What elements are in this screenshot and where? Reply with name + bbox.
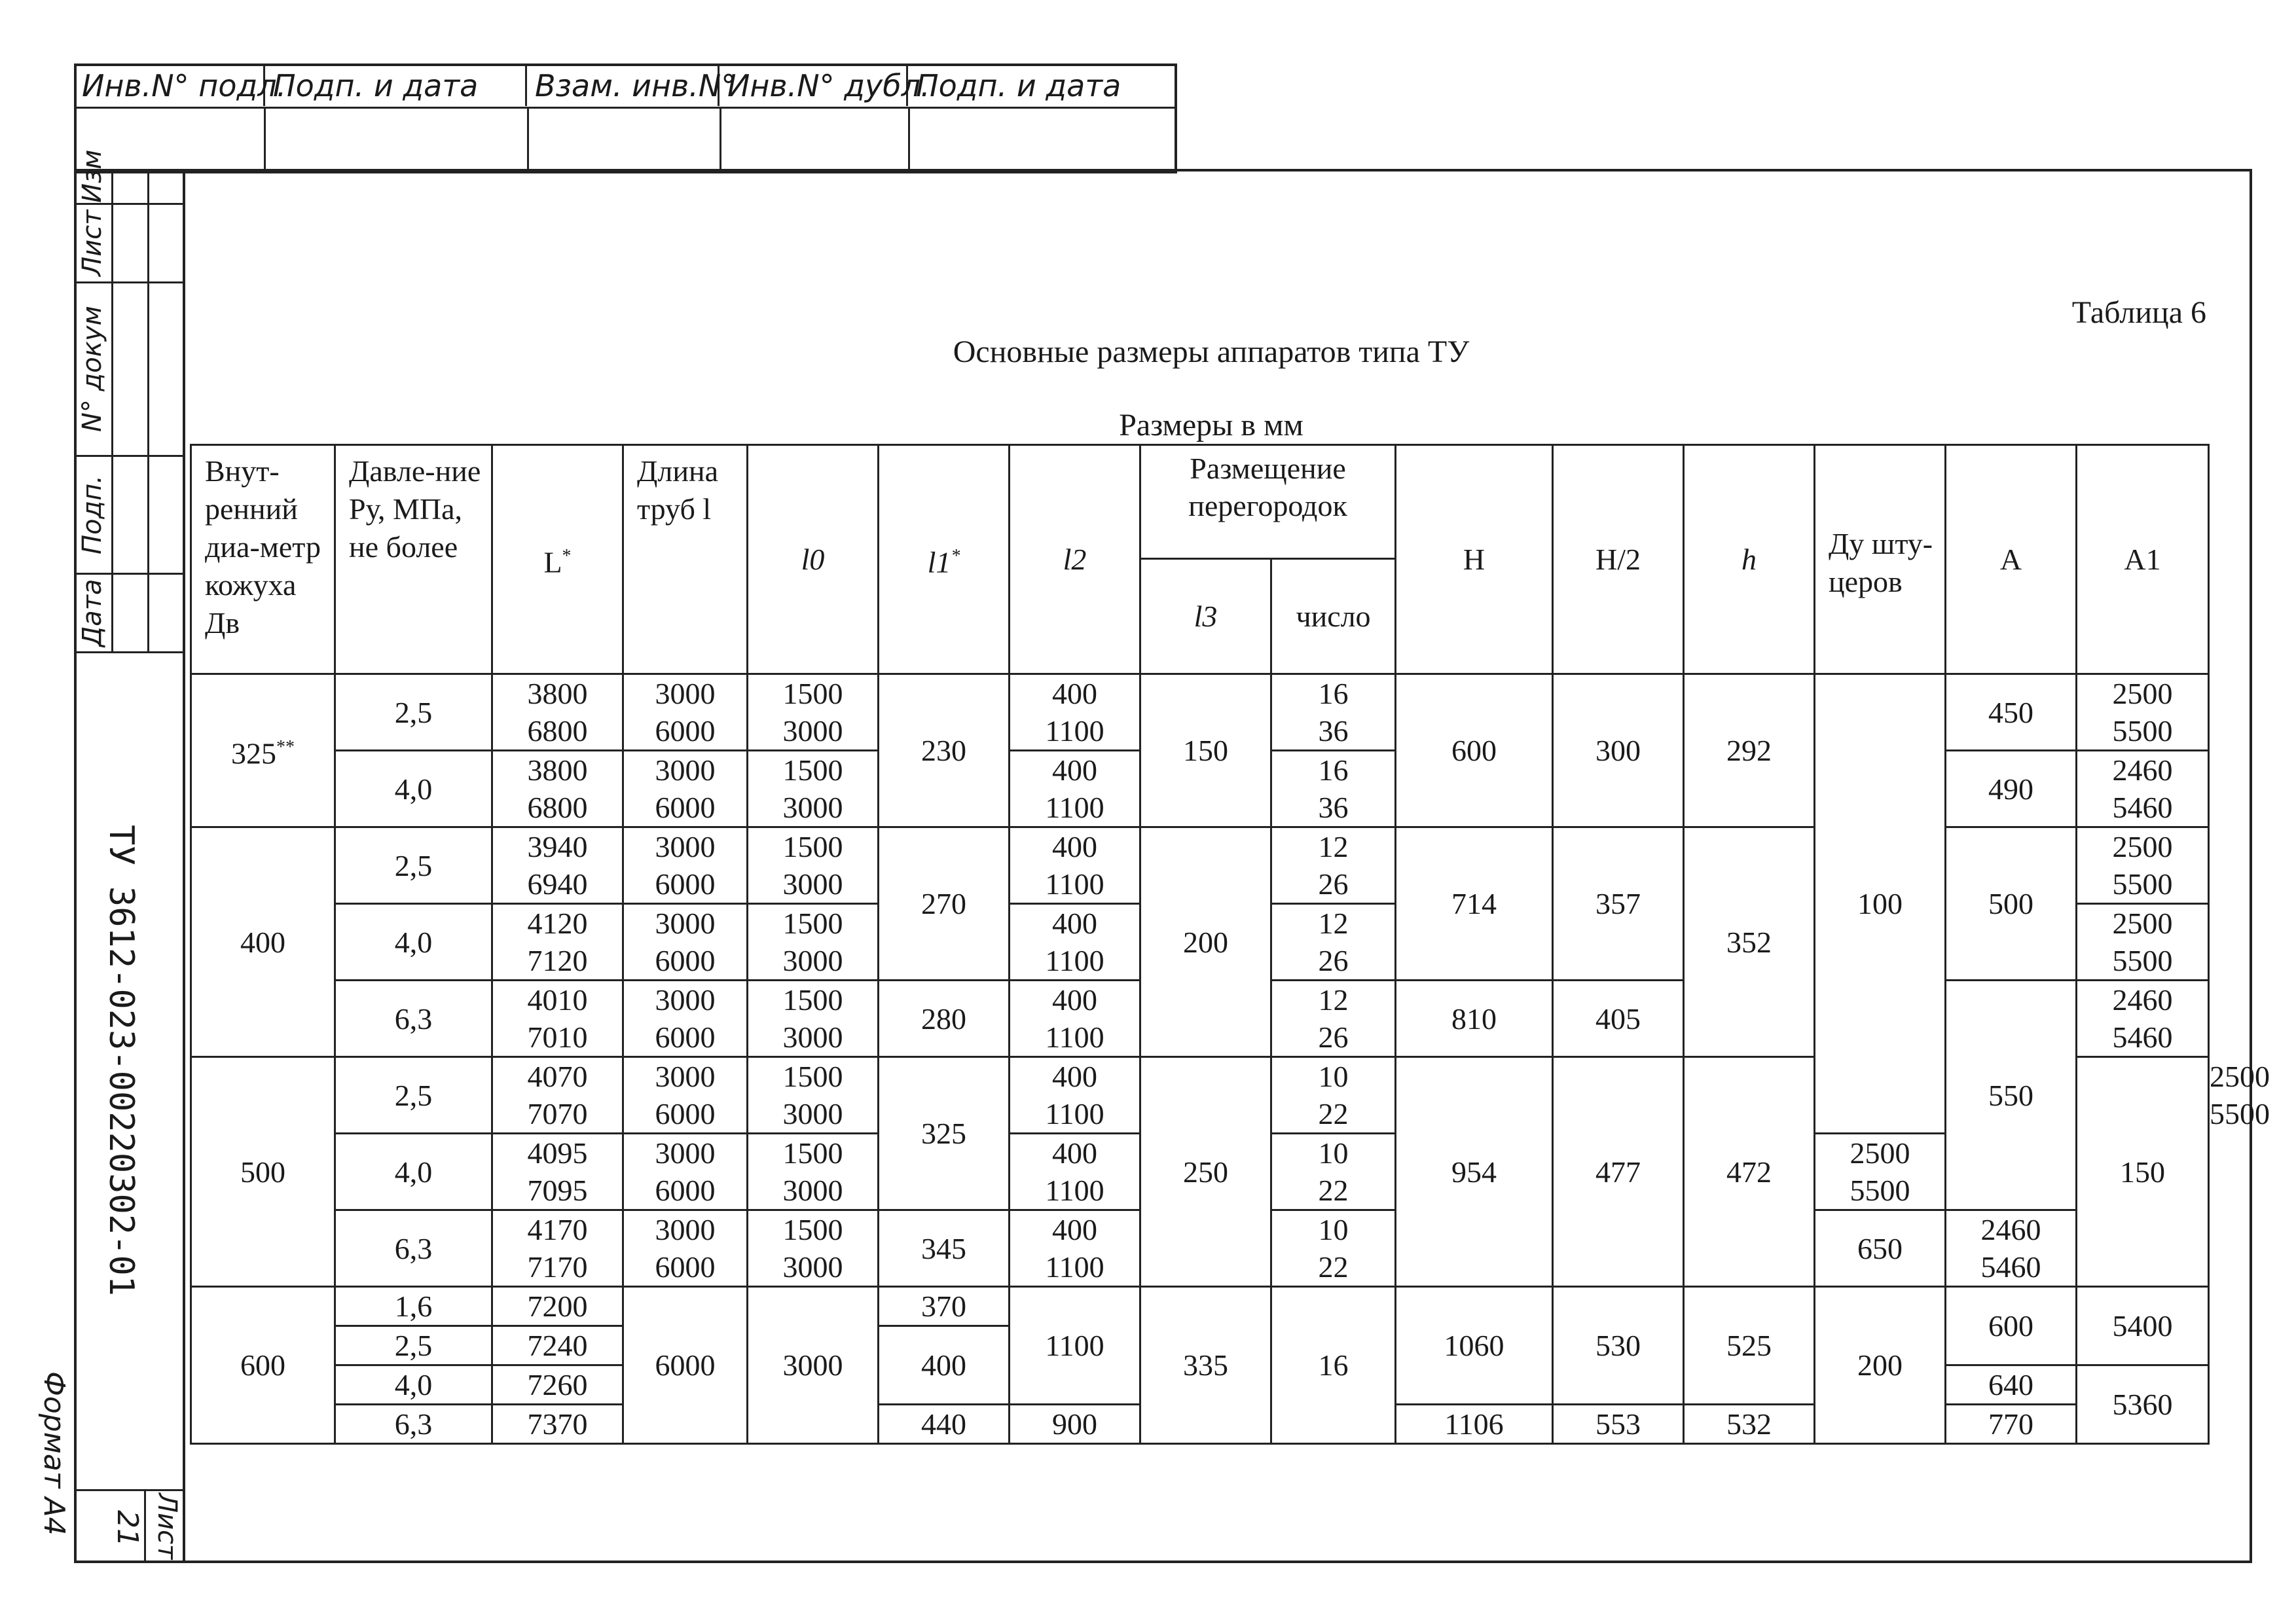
cell-d400: 400 [191,827,335,1057]
val: 5460 [1980,1250,2041,1284]
val: 6000 [655,714,716,748]
side-col-1 [111,169,113,653]
val: 16 [1318,677,1349,710]
cell-d500: 500 [191,1057,335,1287]
cell-A1: 5400 [2077,1287,2209,1365]
cell-tube [623,981,748,1057]
cell-L [492,751,623,827]
side-row-5 [74,651,185,653]
val: 400 [1052,830,1097,863]
stamp-vzam-inv: Взам. инв.N° [527,65,720,106]
cell-count [1271,904,1396,981]
cell-L: 7260 [492,1365,623,1405]
val: 1500 [782,1136,843,1170]
val: 12 [1318,907,1349,940]
cell-p: 4,0 [335,751,492,827]
cell-L [492,981,623,1057]
cell-l0 [748,751,879,827]
cell-l0: 3000 [748,1287,879,1444]
sheet-label: Лист [152,1493,182,1560]
cell-l0 [748,981,879,1057]
cell-l0 [748,1057,879,1134]
cell-L [492,1134,623,1210]
cell-H2: 405 [1553,981,1684,1057]
val: 2460 [2112,753,2173,787]
stamp-line-a [264,107,266,172]
val: 3000 [782,1250,843,1284]
cell-L [492,1210,623,1287]
cell-tube [623,674,748,751]
stamp-inv-podl: Инв.N° подл. [74,65,265,106]
val: 5500 [2112,944,2173,977]
val: 2460 [1980,1213,2041,1246]
side-label-izm: Изм [77,149,107,203]
cell-l1: 345 [879,1210,1010,1287]
cell-A: 500 [1946,827,2077,981]
cell-H: 714 [1396,827,1553,981]
stamp-podp-data-2: Подп. и дата [916,68,1121,103]
val: 4120 [527,907,588,940]
cell-l3: 150 [1140,674,1271,827]
cell-p: 2,5 [335,1326,492,1365]
val: 400 [1052,907,1097,940]
cell-p: 2,5 [335,674,492,751]
val: 10 [1318,1060,1349,1093]
val: 1100 [1045,791,1104,824]
val: 6000 [655,1174,716,1207]
val: 12 [1318,983,1349,1017]
cell-count [1271,1134,1396,1210]
val: 3940 [527,830,588,863]
val: 400 [1052,1060,1097,1093]
cell-l2 [1010,751,1140,827]
hdr-A: А [1946,445,2077,674]
hdr-H2: Н/2 [1553,445,1684,674]
table-row: 500 2,5 4070 7070 3000 6000 1500 3000 325 400 1100 250 10 22 954 477 472 150 2500 5500 [191,1057,2209,1134]
hdr-L-text: L [543,545,562,579]
val: 3000 [782,944,843,977]
cell-H2: 357 [1553,827,1684,981]
top-stamp-row-divider [74,107,1177,109]
hdr-l2: l2 [1010,445,1140,674]
val: 6000 [655,944,716,977]
cell-H: 600 [1396,674,1553,827]
val: 3000 [782,714,843,748]
cell-h: 352 [1684,827,1815,1057]
cell-l0 [748,904,879,981]
cell-L: 7240 [492,1326,623,1365]
stamp-podp-data-1: Подп. и дата [265,65,527,106]
cell-tube [623,1210,748,1287]
stamp-line-d [908,107,910,172]
val: 4010 [527,983,588,1017]
val: 3800 [527,753,588,787]
val: 3000 [782,1174,843,1207]
val: 26 [1318,944,1349,977]
val: 22 [1318,1174,1349,1207]
cell-A: 770 [1946,1405,2077,1444]
val: 3000 [655,753,716,787]
cell-L [492,1057,623,1134]
val: 1100 [1045,944,1104,977]
cell-l2 [1010,904,1140,981]
cell-l1: 370 [879,1287,1010,1326]
hdr-tube-length: Длина труб l [623,445,748,674]
cell-count [1271,751,1396,827]
stamp-line-c [720,107,721,172]
cell-tube [623,827,748,904]
cell-A1 [1815,1134,1946,1210]
val: 1500 [782,1213,843,1246]
val: 7010 [527,1020,588,1054]
val: 1100 [1045,1250,1104,1284]
cell-A1 [2077,981,2209,1057]
hdr-L [492,445,623,674]
cell-l3: 250 [1140,1057,1271,1287]
cell-h: 292 [1684,674,1815,827]
val: 5460 [2112,1020,2173,1054]
cell-l1: 230 [879,674,1010,827]
cell-d325 [191,674,335,827]
val: 3000 [655,830,716,863]
hdr-l1 [879,445,1010,674]
cell-Dy: 150 [2077,1057,2209,1287]
cell-l1: 270 [879,827,1010,981]
cell-l3: 335 [1140,1287,1271,1444]
units-note: Размеры в мм [1119,408,1303,442]
cell-H: 1106 [1396,1405,1553,1444]
hdr-l1-mark: * [951,546,960,567]
val: 3000 [655,677,716,710]
val: 22 [1318,1097,1349,1130]
table-row [191,674,2209,751]
stamp-inv-dubl: Инв.N° дубл. [720,65,908,106]
hdr-l1-text: l1 [927,545,951,579]
val: 1500 [782,677,843,710]
stamp-line-b [527,107,529,172]
val: 400 [1052,1213,1097,1246]
val: 1500 [782,830,843,863]
cell-p: 1,6 [335,1287,492,1326]
cell-l2 [1010,981,1140,1057]
val: 4170 [527,1213,588,1246]
cell-A: 450 [1946,674,2077,751]
cell-H: 954 [1396,1057,1553,1287]
cell-tube [623,1057,748,1134]
cell-tube [623,904,748,981]
val: 6000 [655,1020,716,1054]
side-label-podp: Подп. [77,475,107,555]
cell-l1: 325 [879,1057,1010,1210]
hdr-baffles: Размещение перегородок [1140,445,1396,559]
table-title: Основные размеры аппаратов типа ТУ [953,334,1470,369]
cell-l1: 280 [879,981,1010,1057]
cell-L [492,674,623,751]
val: 1500 [782,983,843,1017]
val: 22 [1318,1250,1349,1284]
val: 4095 [527,1136,588,1170]
side-col-bottom [144,1489,146,1563]
sheet-number: 21 [111,1510,144,1547]
cell-count [1271,1210,1396,1287]
val: 6800 [527,714,588,748]
val: 400 [1052,753,1097,787]
side-label-ndokum: N° докум [77,306,107,433]
hdr-A1: А1 [2077,445,2209,674]
cell-l0 [748,1210,879,1287]
cell-H2: 300 [1553,674,1684,827]
cell-L [492,827,623,904]
val: 3000 [782,791,843,824]
val: 6000 [655,867,716,901]
cell-A: 550 [1946,981,2077,1210]
val: 3000 [782,1020,843,1054]
cell-l2 [1010,827,1140,904]
val: 26 [1318,867,1349,901]
val: 1500 [782,907,843,940]
val: 6000 [655,791,716,824]
cell-l2 [1010,1210,1140,1287]
cell-A: 650 [1815,1210,1946,1287]
val: 1100 [1045,867,1104,901]
cell-p: 2,5 [335,827,492,904]
hdr-l3: l3 [1140,559,1271,674]
cell-A1 [2077,751,2209,827]
val: 6940 [527,867,588,901]
cell-l0 [748,674,879,751]
cell-L [492,904,623,981]
cell-l1: 440 [879,1405,1010,1444]
val: 400 [1052,1136,1097,1170]
cell-p: 4,0 [335,1134,492,1210]
cell-L: 7370 [492,1405,623,1444]
cell-count [1271,674,1396,751]
val: 5500 [1850,1174,1910,1207]
val: 6000 [655,1250,716,1284]
side-label-data: Дата [77,579,107,647]
d325-text: 325 [231,736,276,770]
cell-A: 640 [1946,1365,2077,1405]
val: 3000 [655,907,716,940]
cell-l2 [1010,1057,1140,1134]
cell-p: 2,5 [335,1057,492,1134]
cell-tube [623,1134,748,1210]
cell-tube: 6000 [623,1287,748,1444]
cell-l3: 200 [1140,827,1271,1057]
val: 5460 [2112,791,2173,824]
val: 4070 [527,1060,588,1093]
side-col-2 [147,169,149,653]
cell-h: 532 [1684,1405,1815,1444]
val: 1100 [1045,1020,1104,1054]
hdr-L-mark: * [562,546,572,567]
cell-A: 490 [1946,751,2077,827]
val: 400 [1052,677,1097,710]
val: 1100 [1045,714,1104,748]
hdr-pressure: Давле-ние Ру, МПа, не более [335,445,492,674]
cell-p: 6,3 [335,981,492,1057]
cell-L: 7200 [492,1287,623,1326]
val: 36 [1318,791,1349,824]
d325-mark: ** [276,737,295,758]
cell-l2: 900 [1010,1405,1140,1444]
cell-l1: 400 [879,1326,1010,1405]
val: 7170 [527,1250,588,1284]
cell-count [1271,1057,1396,1134]
cell-H: 1060 [1396,1287,1553,1405]
side-label-list: Лист [77,209,107,277]
val: 3000 [655,1213,716,1246]
val: 2500 [2112,677,2173,710]
val: 12 [1318,830,1349,863]
val: 36 [1318,714,1349,748]
val: 400 [1052,983,1097,1017]
cell-A1 [1946,1210,2077,1287]
val: 26 [1318,1020,1349,1054]
cell-l2: 1100 [1010,1287,1140,1405]
val: 7070 [527,1097,588,1130]
val: 3000 [782,867,843,901]
val: 3000 [655,1136,716,1170]
hdr-h: h [1684,445,1815,674]
cell-count [1271,827,1396,904]
format-label: Формат А4 [37,1371,71,1536]
val: 2500 [1850,1136,1910,1170]
cell-A: 600 [1946,1287,2077,1365]
hdr-H: Н [1396,445,1553,674]
cell-p: 6,3 [335,1210,492,1287]
val: 1100 [1045,1174,1104,1207]
cell-A1 [2077,674,2209,751]
cell-l2 [1010,1134,1140,1210]
cell-l0 [748,1134,879,1210]
cell-tube [623,751,748,827]
cell-d600: 600 [191,1287,335,1444]
dimensions-table [190,444,2270,1445]
val: 1500 [782,753,843,787]
val: 10 [1318,1213,1349,1246]
val: 7095 [527,1174,588,1207]
cell-p: 4,0 [335,1365,492,1405]
val: 3000 [655,1060,716,1093]
cell-l2 [1010,674,1140,751]
cell-A1 [2077,827,2209,904]
val: 5500 [2112,867,2173,901]
cell-l0 [748,827,879,904]
val: 6800 [527,791,588,824]
val: 3000 [655,983,716,1017]
val: 7120 [527,944,588,977]
val: 1500 [782,1060,843,1093]
val: 3000 [782,1097,843,1130]
cell-p: 6,3 [335,1405,492,1444]
table-row [191,1287,2209,1326]
val: 2500 [2112,830,2173,863]
cell-h: 472 [1684,1057,1815,1287]
cell-H2: 553 [1553,1405,1684,1444]
cell-count [1271,981,1396,1057]
cell-Dy: 100 [1815,674,1946,1134]
cell-p: 4,0 [335,904,492,981]
val: 5500 [2112,714,2173,748]
hdr-count: число [1271,559,1396,674]
hdr-l0: l0 [748,445,879,674]
cell-Dy: 200 [1815,1287,1946,1444]
cell-H: 810 [1396,981,1553,1057]
doc-code-vertical: ТУ 3612-023-00220302-01 [101,825,141,1297]
cell-H2: 530 [1553,1287,1684,1405]
val: 16 [1318,753,1349,787]
val: 1100 [1045,1097,1104,1130]
val: 2460 [2112,983,2173,1017]
val: 3800 [527,677,588,710]
hdr-Dy: Ду шту-церов [1815,445,1946,674]
val: 10 [1318,1136,1349,1170]
val: 2500 [2112,907,2173,940]
val: 6000 [655,1097,716,1130]
cell-A1 [2077,904,2209,981]
header-row-1 [191,445,2209,559]
hdr-diameter: Внут-ренний диа-метр кожуха Дв [191,445,335,674]
cell-A1: 5360 [2077,1365,2209,1444]
cell-count: 16 [1271,1287,1396,1444]
table-caption: Таблица 6 [2071,295,2206,330]
top-stamp-headers [74,65,1177,106]
cell-h: 525 [1684,1287,1815,1405]
cell-H2: 477 [1553,1057,1684,1287]
